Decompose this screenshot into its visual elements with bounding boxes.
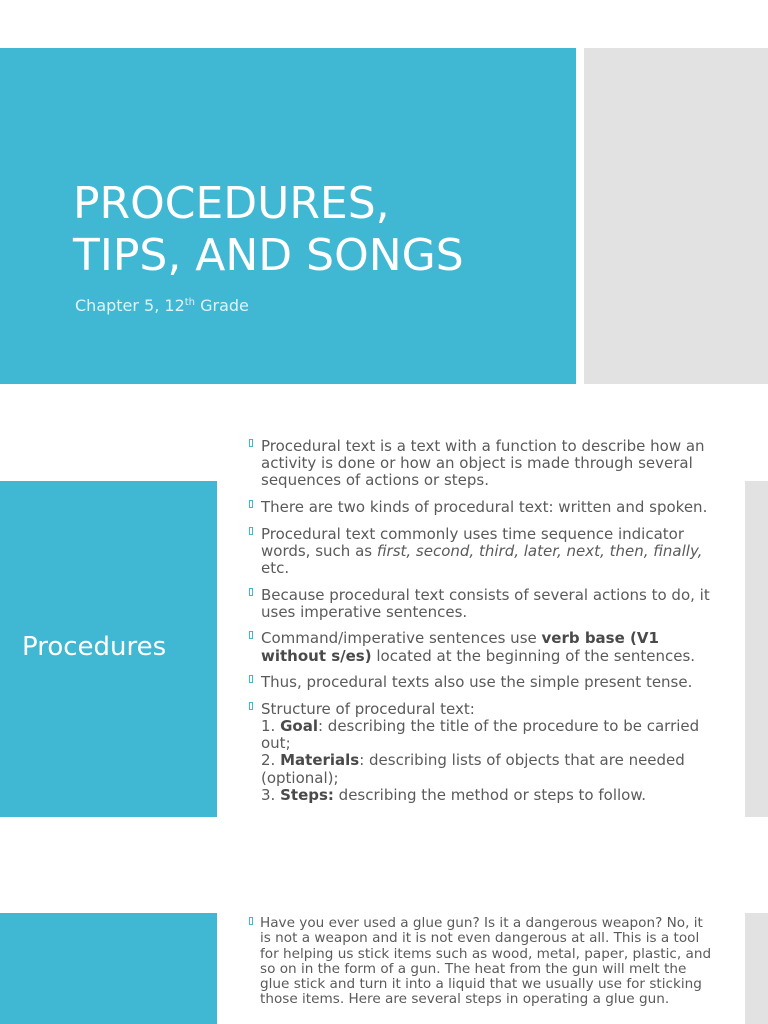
list-item	[248, 916, 718, 1008]
slide-title	[73, 178, 563, 282]
subtitle-suffix: Grade	[195, 296, 249, 315]
subtitle-superscript: th	[184, 297, 196, 308]
structure-item-materials: Materials	[280, 751, 360, 770]
bullet-square-icon	[249, 527, 253, 535]
structure-item-number: 1.	[261, 716, 281, 735]
bullet-text: Procedural text is a text with a function to describe how an activity is done or how an object is made through several sequences of actions or steps.	[261, 437, 705, 490]
bullet-text: located at the beginning of the sentences.	[371, 646, 696, 665]
list-item	[248, 499, 718, 516]
list-item	[248, 674, 718, 691]
title-slide-side-panel	[584, 48, 768, 384]
list-item	[248, 587, 718, 621]
bullet-square-icon	[249, 500, 253, 508]
bullet-square-icon	[249, 917, 253, 925]
bullet-bold-text: verb base (V1 without s/es)	[261, 629, 659, 665]
bullet-square-icon	[249, 439, 253, 447]
slide-title-line1: PROCEDURES,	[73, 178, 390, 229]
bullet-italic-text: first, second, third, later, next, then, finally,	[376, 541, 703, 560]
bullet-text: Because procedural text consists of several actions to do, it uses imperative sentences.	[261, 585, 710, 621]
list-item	[248, 438, 718, 490]
bullet-text: Procedural text commonly uses time sequence indicator words, such as	[261, 524, 684, 560]
structure-item-text: : describing the title of the procedure to be carried out;	[261, 716, 700, 753]
list-item	[248, 630, 718, 664]
subtitle-prefix: Chapter 5, 12	[75, 296, 185, 315]
structure-item-text: describing the method or steps to follow.	[333, 785, 646, 804]
bullet-text: There are two kinds of procedural text: written and spoken.	[261, 498, 708, 516]
bullet-list	[248, 438, 718, 813]
structure-item-steps: Steps:	[280, 785, 334, 804]
bullet-text: Thus, procedural texts also use the simple present tense.	[261, 673, 693, 692]
slide-title-line2: TIPS, AND SONGS	[73, 230, 464, 281]
structure-item-goal: Goal	[280, 716, 318, 735]
section-label: Procedures	[22, 632, 167, 662]
bullet-square-icon	[249, 631, 253, 639]
paragraph-text: Have you ever used a glue gun? Is it a dangerous weapon? No, it is not a weapon and it is not even dangerous at all. This is a tool for helping us stick items such as wood, metal, paper, plastic, and so on in the form of a gun. The heat from the gun will melt the glue stick and turn it into a liquid that we usually use for sticking those items. Here are several steps in operating a glue gun.	[260, 915, 712, 1008]
bullet-square-icon	[249, 675, 253, 683]
section-label-panel	[0, 913, 217, 1024]
structure-item-number: 3.	[261, 785, 281, 804]
bullet-square-icon	[249, 702, 253, 710]
bullet-text: etc.	[261, 559, 290, 577]
slide-subtitle	[75, 295, 249, 317]
structure-item-text: : describing lists of objects that are needed (optional);	[261, 751, 685, 787]
paragraph-block	[248, 916, 718, 1008]
list-item	[248, 701, 718, 804]
bullet-text: Command/imperative sentences use	[261, 629, 542, 648]
list-item	[248, 526, 718, 578]
structure-intro: Structure of procedural text:	[261, 699, 475, 718]
bullet-square-icon	[249, 588, 253, 596]
side-strip	[745, 913, 768, 1024]
structure-item-number: 2.	[261, 751, 281, 770]
side-strip	[745, 481, 768, 817]
